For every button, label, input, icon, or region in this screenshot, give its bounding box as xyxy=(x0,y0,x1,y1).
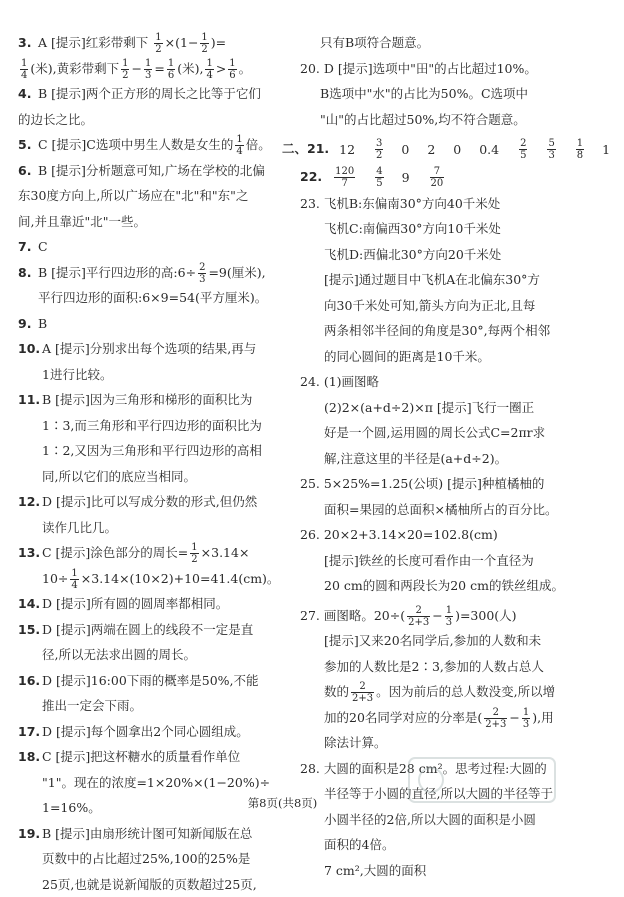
watermark-logo-icon xyxy=(407,750,557,810)
answer-item-12: 12. D [提示]比可以写成分数的形式,但仍然 读作几比几。 xyxy=(18,489,280,540)
answer-item-18: 18. C [提示]把这杯糖水的质量看作单位 "1"。现在的浓度=1×20%×(1−20%)÷ 1=16%。 xyxy=(18,744,280,821)
left-column xyxy=(18,30,280,897)
answer-item-21: 二、21. 12 $\frac{3}{2}$ 0 2 0 0.4 $\frac{2}{5}$ $\frac{5}{3}$ $\frac{1}{8}$ 1 xyxy=(282,136,550,162)
answer-item-22: 22. $\frac{120}{7}$ $\frac{4}{5}$ 9 $\frac{7}{20}$ xyxy=(300,164,550,190)
answer-item-24: 24. (1)画图略 xyxy=(300,369,550,395)
answer-item-26: 26. 20×2+3.14×20=102.8(cm) xyxy=(300,522,550,548)
answer-item-16: 16. D [提示]16:00下雨的概率是50%,不能 推出一定会下雨。 xyxy=(18,668,280,719)
answer-item-17: 17. D [提示]每个圆拿出2个同心圆组成。 xyxy=(18,719,280,745)
answer-item-6: 6. B [提示]分析题意可知,广场在学校的北偏 东30度方向上,所以广场应在"北"和"东"之 间,并且靠近"北"一些。 xyxy=(18,158,280,235)
answer-item-14: 14. D [提示]所有圆的圆周率都相同。 xyxy=(18,591,280,617)
answer-item-27: 27. 画图略。20÷( $\frac{2}{2+3}$ − $\frac{1}{3}$ )=300(人) xyxy=(300,603,550,629)
answer-item-11: 11. B [提示]因为三角形和梯形的面积比为 1∶3,而三角形和平行四边形的面积比为 1∶2,又因为三角形和平行四边形的高相 同,所以它们的底应当相同。 xyxy=(18,387,280,489)
answer-item-15: 15. D [提示]两端在圆上的线段不一定是直 径,所以无法求出圆的周长。 xyxy=(18,617,280,668)
answer-item-5: 5. C [提示]C选项中男生人数是女生的 $\frac{1}{4}$ 倍。 xyxy=(18,132,280,158)
answer-19-tail: 只有B项符合题意。 xyxy=(300,30,550,56)
answer-item-9: 9. B xyxy=(18,311,280,337)
answer-item-8: 8. B [提示]平行四边形的高:6÷ $\frac{2}{3}$ =9(厘米), 平行四边形的面积:6×9=54(平方厘米)。 xyxy=(18,260,280,311)
answer-item-20: 20. D [提示]选项中"田"的占比超过10%。 xyxy=(300,56,550,82)
answer-item-7: 7. C xyxy=(18,234,280,260)
page-footer: 第8页(共8页) xyxy=(0,795,565,811)
answer-item-3: 3. A [提示]红彩带剩下 $\frac{1}{2}$ ×(1− $\frac{1}{2}$ )= $\frac{1}{4}$ (米),黄彩带剩下 $\frac{1}{2}$ − $\frac{1}{3}$ = $\frac{1}{6}$ (米), $\frac{1}{4}$ > $\frac{1}{6}$ 。 xyxy=(18,30,280,81)
answer-item-4: 4. B [提示]两个正方形的周长之比等于它们 的边长之比。 xyxy=(18,81,280,132)
answer-item-25: 25. 5×25%=1.25(公顷) [提示]种植橘柚的 xyxy=(300,471,550,497)
right-column: 只有B项符合题意。 20. D [提示]选项中"田"的占比超过10%。 B选项中"水"的占比为50%。C选项中 "山"的占比超过50%,均不符合题意。 二、21. 12 $\frac{3}{2}$ 0 2 0 0.4 $\frac{2}{5}$ $\frac{5}{3}$ $\frac{1}{8}$ 1 22. $\frac{120}{7}$ $\frac{4}{5}$ 9 $\frac{7}{20}$ 23. 飞机B:东偏南30°方向40千米处 飞机C:南偏西30°方向10千米处 飞机D:西偏北30°方向20千米处 [提示]通过题目中飞机A在北偏东30°方 向30千米处可知,箭头方向为正北,且每 两条相邻半径间的角度是30°,每两个相邻 的同心圆间的距离是10千米。 24. (1)画图略 (2)2×(a+d÷2)×π [提示]飞行一圈正 好是一个圆,运用圆的周长公式C=2πr求 解,注意这里的半径是(a+d÷2)。 25. 5×25%=1.25(公顷) [提示]种植橘柚的 面积=果园的总面积×橘柚所占的百分比。 26. 20×2+3.14×20=102.8(cm) [提示]铁丝的长度可看作由一个直径为 20 cm的圆和两段长为20 cm的铁丝组成。 27. 画图略。20÷( $\frac{2}{2+3}$ − $\frac{1}{3}$ )=300(人) [提示]又来20名同学后,参加的人数和未 参加的人数比是2∶3,参加的人数占总人 数的 $\frac{2}{2+3}$ 。因为前后的总人数没变,所以增 加的20名同学对应的分率是( $\frac{2}{2+3}$ − $\frac{1}{3}$ ),用 除法计算。 28. 大圆的面积是28 cm²。思考过程:大圆的 半径等于小圆的直径,所以大圆的半径等于 小圆半径的2倍,所以大圆的面积是小圆 面积的4倍。 7 cm²,大圆的面积 xyxy=(300,30,550,883)
answer-item-10: 10. A [提示]分别求出每个选项的结果,再与 1进行比较。 xyxy=(18,336,280,387)
answer-item-23: 23. 飞机B:东偏南30°方向40千米处 xyxy=(300,191,550,217)
answer-item-28: 28. 大圆的面积是28 cm²。思考过程:大圆的 xyxy=(300,756,550,782)
answer-item-19: 19. B [提示]由扇形统计图可知新闻版在总 页数中的占比超过25%,100的25%是 25页,也就是说新闻版的页数超过25页, xyxy=(18,821,280,897)
answer-item-13: 13. C [提示]涂色部分的周长= $\frac{1}{2}$ ×3.14× 10÷ $\frac{1}{4}$ ×3.14×(10×2)+10=41.4(cm)。 xyxy=(18,540,280,591)
